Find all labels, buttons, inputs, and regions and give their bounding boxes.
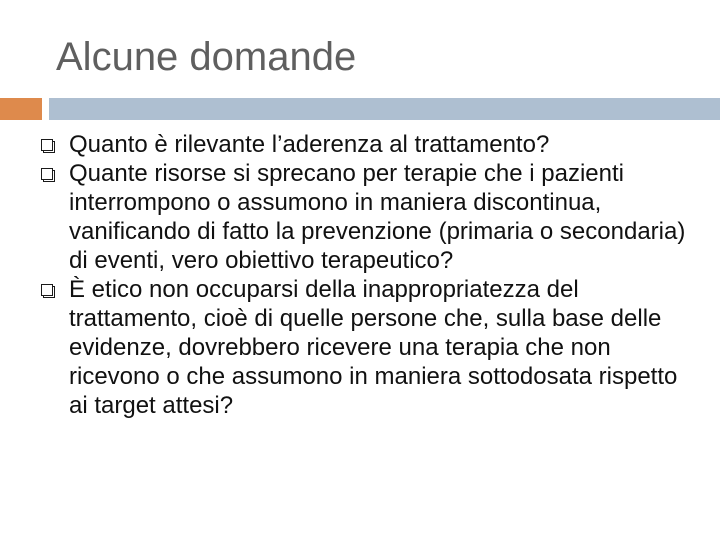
accent-bar-right — [49, 98, 720, 120]
slide-title: Alcune domande — [56, 35, 357, 79]
bullet-text: È etico non occuparsi della inappropriatezza del trattamento, cioè di quelle persone che, sulla base delle evidenze, dovrebbero ricevere una terapia che non ricevono o che assumono in maniera sottodosata rispetto ai target attesi? — [69, 276, 678, 419]
bullet-list — [0, 130, 720, 420]
bullet-text: Quante risorse si sprecano per terapie che i pazienti interrompono o assumono in maniera discontinua, vanificando di fatto la prevenzione (primaria o secondaria) di eventi, vero obiettivo terapeutico? — [69, 160, 686, 274]
square-bullet-icon — [41, 284, 53, 296]
bullet-item — [0, 130, 720, 159]
bullet-item — [0, 159, 720, 275]
bullet-item — [0, 275, 720, 420]
square-bullet-icon — [41, 168, 53, 180]
accent-bar-left — [0, 98, 42, 120]
square-bullet-icon — [41, 139, 53, 151]
bullet-text: Quanto è rilevante l’aderenza al trattamento? — [69, 131, 550, 158]
